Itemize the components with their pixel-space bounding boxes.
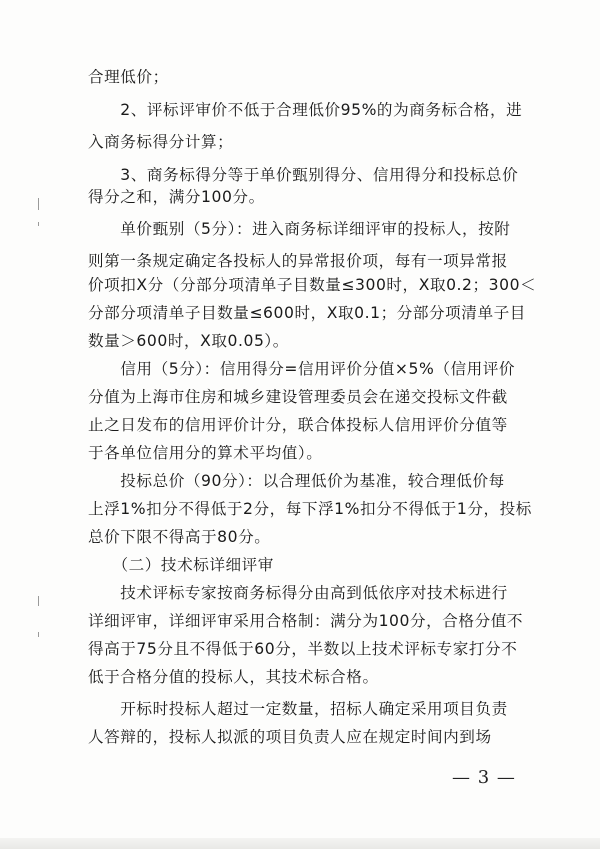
text-line: 于各单位信用分的算术平均值）。	[88, 444, 323, 462]
text-line: 得分之和，满分100分。	[88, 188, 265, 206]
text-line: 信用（5分）：信用得分=信用评价分值×5%（信用评价	[88, 360, 516, 378]
text-line: 开标时投标人超过一定数量，招标人确定采用项目负责	[88, 700, 508, 718]
text-line: 单价甄别（5分）：进入商务标详细评审的投标人，按附	[88, 220, 511, 238]
text-line: 低于合格分值的投标人，其技术标合格。	[88, 668, 379, 686]
binding-mark	[38, 198, 39, 210]
text-line: 则第一条规定确定各投标人的异常报价项，每有一项异常报	[88, 252, 508, 270]
binding-mark	[38, 222, 39, 226]
text-line: 技术评标专家按商务标得分由高到低依序对技术标进行	[88, 584, 508, 602]
text-line: 价项扣X分（分部分项清单子目数量≤300时，X取0.2；300＜	[88, 276, 537, 294]
text-line: 分值为上海市住房和城乡建设管理委员会在递交投标文件截	[88, 388, 508, 406]
binding-mark	[38, 632, 39, 637]
text-line: 入商务标得分计算；	[88, 133, 234, 151]
text-line: 数量＞600时，X取0.05）。	[88, 332, 289, 350]
text-line: 人答辩的，投标人拟派的项目负责人应在规定时间内到场	[88, 728, 492, 746]
text-line: 投标总价（90分）：以合理低价为基准，较合理低价每	[88, 472, 505, 490]
text-line: 上浮1%扣分不得低于2分，每下浮1%扣分不得低于1分，投标	[88, 500, 532, 518]
text-line: 详细评审，详细评审采用合格制：满分为100分，合格分值不	[88, 612, 524, 630]
text-line: 总价下限不得高于80分。	[88, 528, 271, 546]
page-number: — 3 —	[452, 767, 516, 788]
text-line: 得高于75分且不得低于60分，半数以上技术评标专家打分不	[88, 640, 518, 658]
page-bottom-edge	[0, 838, 600, 849]
text-line: 合理低价；	[88, 68, 169, 86]
text-line: 分部分项清单子目数量≤600时，X取0.1；分部分项清单子目	[88, 304, 526, 322]
text-line: 3、商务标得分等于单价甄别得分、信用得分和投标总价	[88, 166, 519, 184]
section-heading: （二）技术标详细评审	[88, 556, 274, 574]
text-line: 2、评标评审价不低于合理低价95%的为商务标合格，进	[88, 101, 523, 119]
binding-mark	[38, 596, 39, 606]
text-line: 止之日发布的信用评价计分，联合体投标人信用评价分值等	[88, 416, 508, 434]
